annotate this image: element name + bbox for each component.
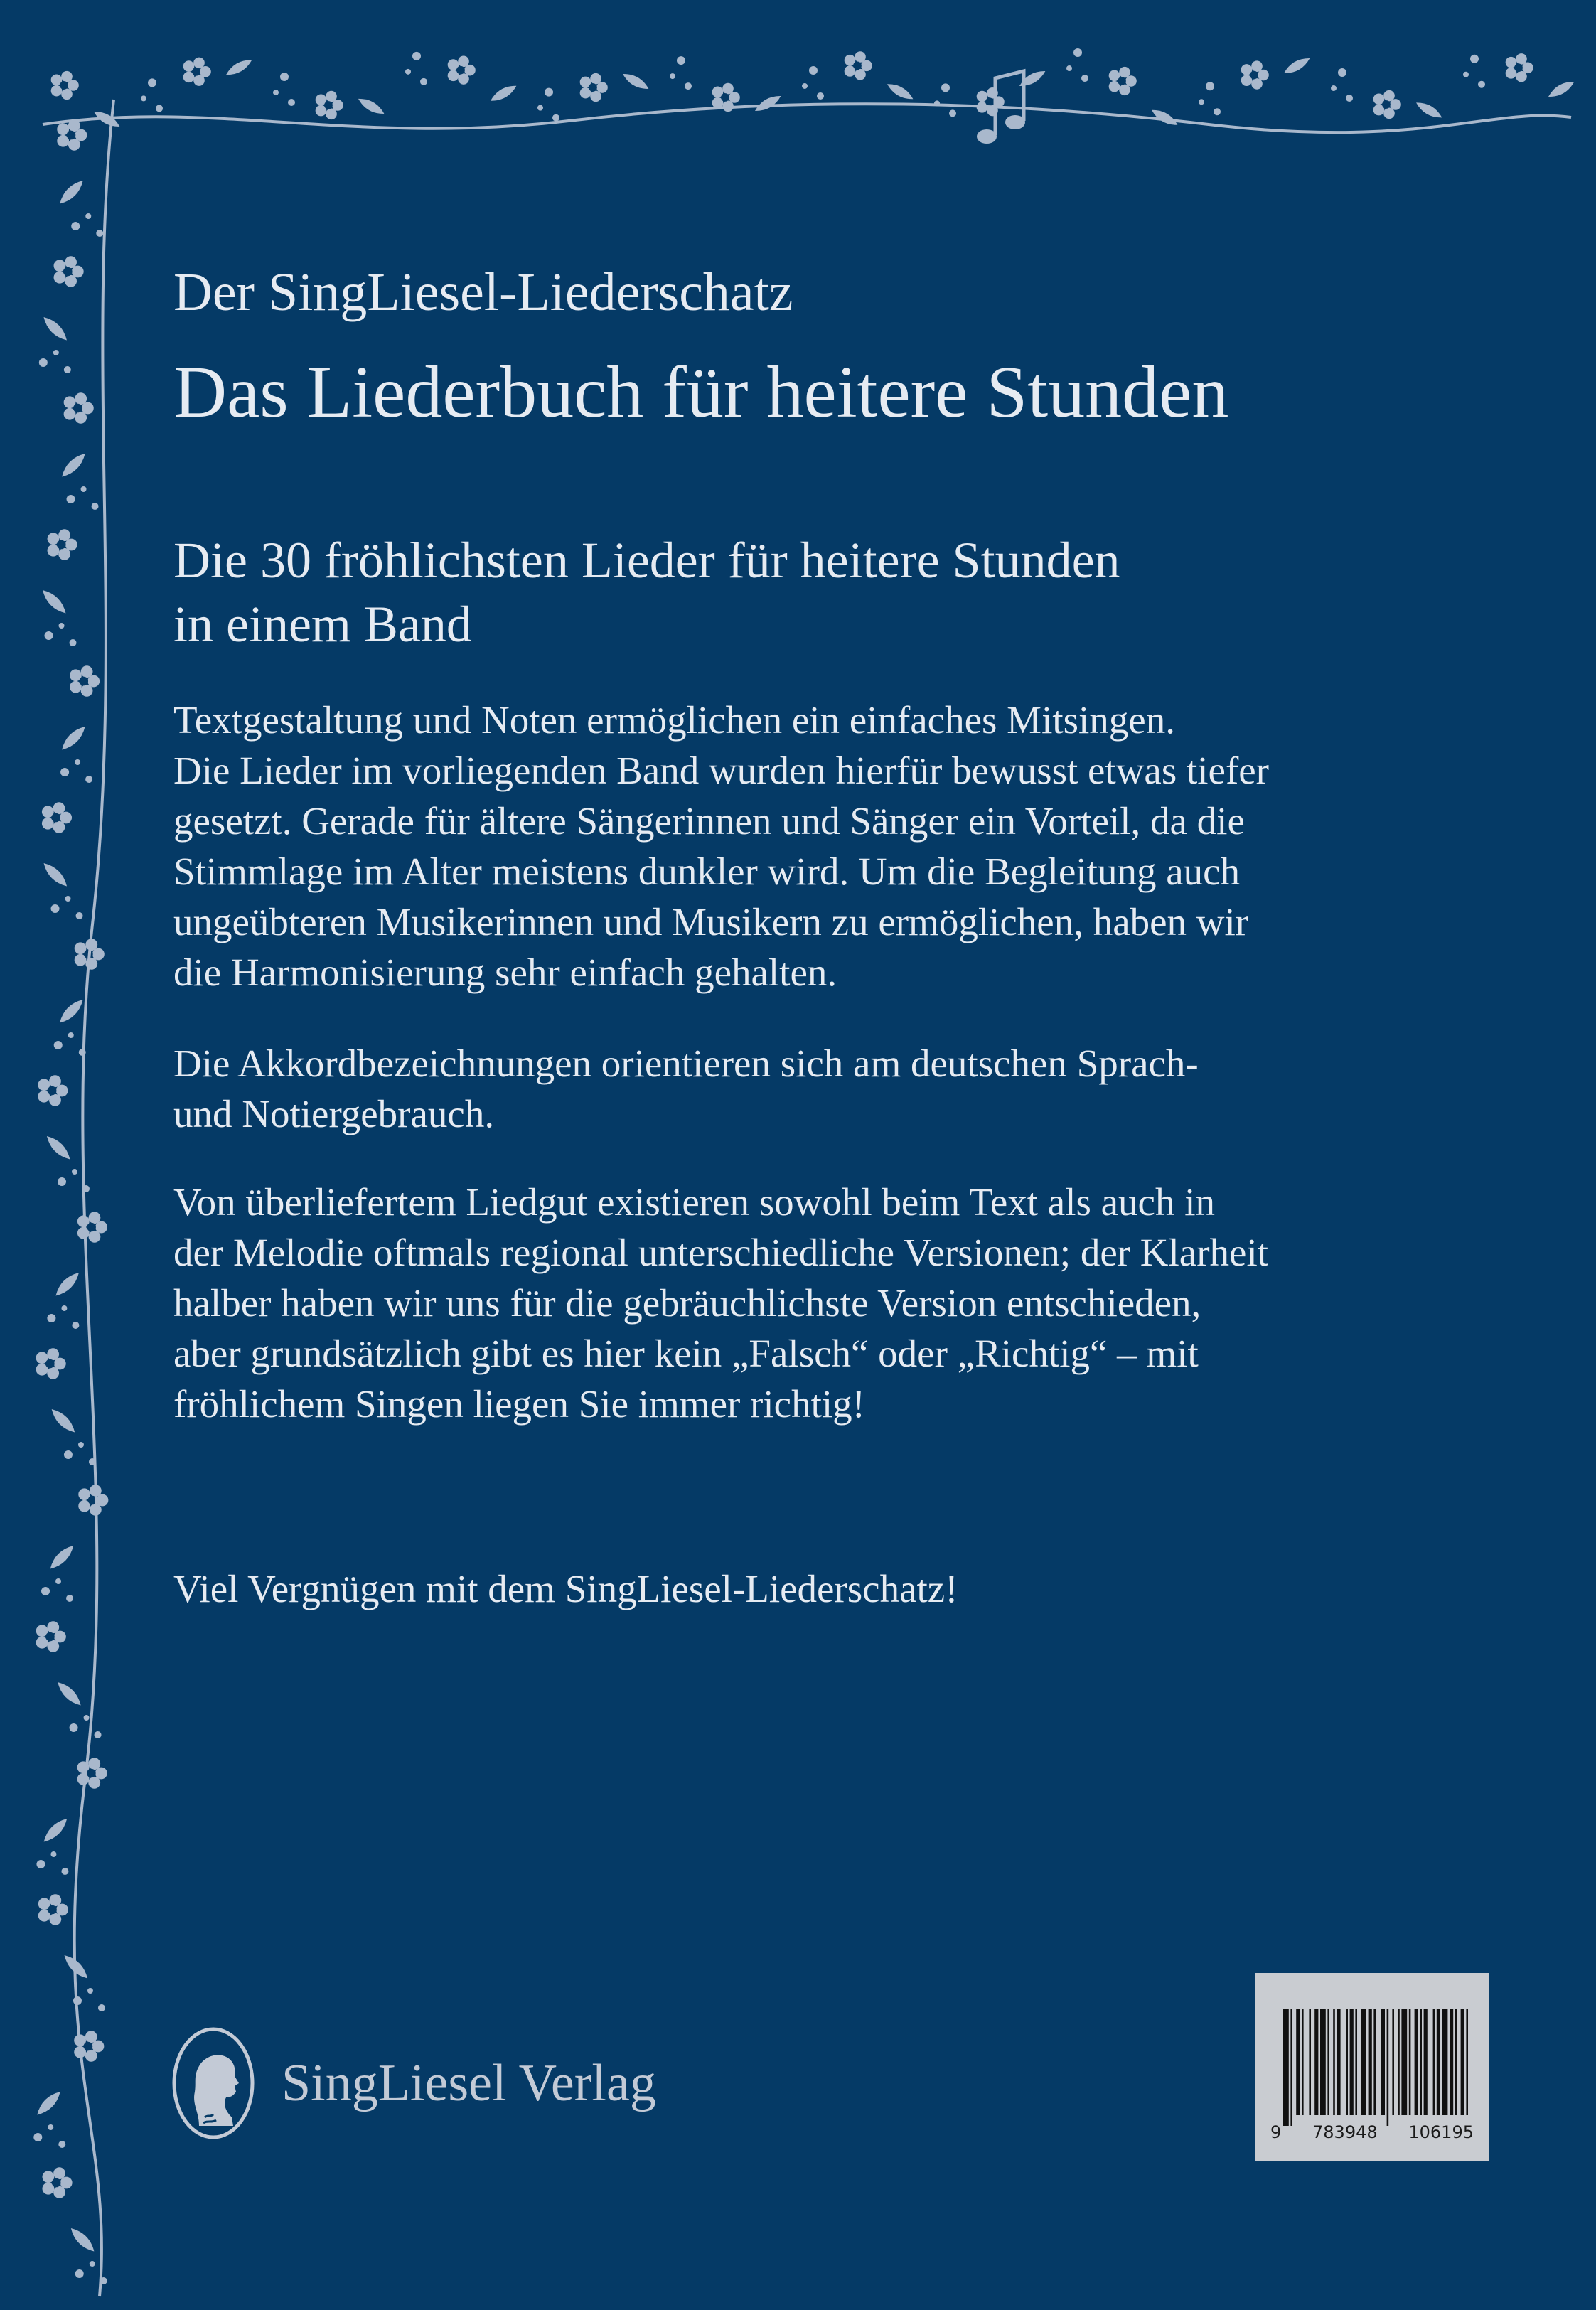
leaf-shape	[71, 2228, 95, 2252]
dot-shape	[78, 1442, 84, 1448]
dot-shape	[1346, 95, 1353, 102]
flower-petal	[458, 73, 469, 85]
flower-petal	[68, 139, 80, 151]
text-line: Von überliefertem Liedgut existieren sowohl beim Text als auch in	[173, 1180, 1215, 1224]
barcode-bar	[1320, 2009, 1326, 2115]
barcode-bar	[1346, 2009, 1348, 2115]
dot-shape	[70, 1723, 78, 1732]
barcode-digits	[1255, 2122, 1489, 2142]
dot-shape	[59, 623, 65, 629]
barcode-bar	[1337, 2009, 1340, 2115]
flower-petal	[1383, 108, 1395, 119]
flower-center	[1514, 63, 1523, 72]
barcode-digit-group: 9	[1270, 2122, 1282, 2142]
barcode-digit-group: 783948	[1312, 2122, 1378, 2142]
text-line: halber haben wir uns für die gebräuchlichste Version entschieden,	[173, 1281, 1201, 1325]
flower-center	[45, 1359, 55, 1369]
dot-shape	[141, 95, 146, 101]
flower-petal	[326, 91, 337, 102]
flower-petal	[1119, 85, 1130, 96]
dot-shape	[405, 69, 411, 75]
silhouette-cameo-icon	[171, 2026, 256, 2140]
flower-petal	[85, 2031, 97, 2043]
dot-shape	[36, 1860, 45, 1868]
barcode-bar	[1369, 2009, 1372, 2115]
barcode-bar	[1350, 2009, 1354, 2115]
text-line: Die Lieder im vorliegenden Band wurden hierfür bewusst etwas tiefer	[173, 749, 1269, 792]
dot-shape	[280, 73, 289, 81]
dot-shape	[1081, 75, 1088, 82]
flower-petal	[590, 91, 601, 102]
flower-petal	[65, 275, 77, 287]
barcode-bar	[1461, 2009, 1464, 2115]
flower-center	[1250, 71, 1258, 80]
dot-shape	[420, 78, 427, 85]
publisher-name: SingLiesel Verlag	[282, 2053, 656, 2112]
music-note-head	[977, 129, 997, 144]
flower-petal	[61, 71, 73, 82]
dot-shape	[75, 2269, 84, 2278]
dot-shape	[64, 366, 71, 373]
flower-center	[1118, 77, 1126, 85]
dot-shape	[1470, 55, 1479, 63]
dot-shape	[1331, 85, 1337, 91]
barcode-bar	[1381, 2009, 1385, 2115]
text-line: aber grundsätzlich gibt es hier kein „Falsch“ oder „Richtig“ – mit	[173, 1332, 1199, 1375]
barcode-bar	[1361, 2009, 1366, 2115]
flower-petal	[47, 1640, 59, 1652]
flower-center	[45, 1632, 55, 1642]
dot-shape	[1214, 108, 1221, 115]
dot-shape	[50, 1851, 56, 1857]
leaf-shape	[37, 2092, 60, 2115]
dot-shape	[33, 2133, 42, 2141]
flower-petal	[326, 109, 337, 120]
description-paragraph	[173, 695, 1538, 998]
series-title: Der SingLiesel-Liederschatz	[173, 262, 793, 322]
versions-paragraph	[173, 1177, 1538, 1429]
dot-shape	[1463, 72, 1469, 77]
barcode-bar	[1283, 2009, 1289, 2126]
barcode-digit-group: 106195	[1408, 2122, 1474, 2142]
flower-center	[52, 2178, 61, 2188]
dot-shape	[58, 2141, 65, 2148]
dot-shape	[1338, 68, 1346, 77]
flower-petal	[49, 1094, 61, 1106]
dot-shape	[48, 2124, 53, 2130]
barcode-bar	[1355, 2009, 1357, 2115]
dot-shape	[537, 105, 543, 111]
text-line: die Harmonisierung sehr einfach gehalten.	[173, 951, 837, 994]
book-title: Das Liederbuch für heitere Stunden	[173, 351, 1229, 433]
isbn-barcode	[1255, 1973, 1489, 2161]
flower-center	[57, 540, 66, 550]
barcode-bar	[1314, 2009, 1318, 2115]
dot-shape	[941, 83, 950, 92]
dot-shape	[677, 56, 685, 65]
leaf-shape	[755, 96, 781, 111]
dot-shape	[58, 1177, 66, 1186]
dot-shape	[1206, 82, 1214, 90]
flower-petal	[53, 2186, 65, 2198]
flower-petal	[53, 802, 65, 814]
leaf-shape	[43, 590, 66, 614]
text-line: Stimmlage im Alter meistens dunkler wird. Um die Begleitung auch	[173, 850, 1241, 893]
flower-petal	[47, 1348, 59, 1360]
flower-petal	[193, 75, 205, 86]
text-line: ungeübteren Musikerinnen und Musikern zu ermöglichen, haben wir	[173, 900, 1249, 943]
leaf-shape	[1416, 102, 1442, 117]
leaf-shape	[62, 454, 85, 477]
dot-shape	[61, 1868, 68, 1875]
dot-shape	[65, 896, 71, 902]
flower-petal	[53, 821, 65, 833]
dot-shape	[71, 222, 80, 230]
dot-shape	[41, 1587, 50, 1595]
leaf-shape	[44, 863, 68, 887]
flower-center	[324, 101, 333, 109]
dot-shape	[55, 1578, 61, 1584]
dot-shape	[72, 1322, 79, 1329]
flower-petal	[193, 58, 205, 69]
dot-shape	[66, 1595, 73, 1602]
dot-shape	[68, 1032, 74, 1038]
dot-shape	[53, 350, 59, 355]
flower-center	[1382, 100, 1391, 109]
dot-shape	[96, 230, 103, 237]
leaf-shape	[1284, 58, 1310, 73]
barcode-bar	[1302, 2009, 1304, 2115]
leaf-shape	[44, 1819, 68, 1842]
dot-shape	[95, 1731, 102, 1738]
flower-petal	[88, 1758, 100, 1770]
flower-petal	[61, 89, 73, 100]
text-line: Viel Vergnügen mit dem SingLiesel-Liederschatz!	[173, 1567, 958, 1610]
barcode-bar	[1327, 2009, 1329, 2115]
leaf-shape	[60, 181, 83, 204]
flower-center	[87, 1769, 96, 1778]
barcode-bar	[1401, 2009, 1407, 2115]
dot-shape	[949, 109, 956, 117]
dot-shape	[51, 904, 60, 913]
leaf-shape	[358, 99, 384, 114]
dot-shape	[75, 759, 80, 765]
dot-shape	[1073, 48, 1082, 57]
dot-shape	[45, 631, 53, 640]
dot-shape	[412, 52, 421, 60]
dot-shape	[802, 83, 808, 89]
dot-shape	[670, 73, 675, 79]
flower-petal	[88, 1777, 100, 1789]
flower-petal	[53, 2167, 65, 2179]
flower-petal	[855, 51, 866, 63]
subtitle	[173, 528, 1524, 656]
flower-petal	[75, 392, 87, 405]
flower-petal	[47, 1621, 59, 1633]
dot-shape	[60, 768, 69, 776]
flower-petal	[590, 73, 601, 85]
leaf-shape	[50, 1546, 74, 1569]
leaf-shape	[491, 86, 516, 101]
dot-shape	[156, 105, 163, 112]
dot-shape	[67, 495, 75, 503]
dot-shape	[1199, 99, 1204, 105]
closing-line	[173, 1563, 1538, 1614]
flower-petal	[722, 83, 734, 95]
barcode-bar	[1442, 2009, 1448, 2115]
flower-petal	[458, 56, 469, 68]
flower-petal	[89, 1231, 101, 1243]
subtitle-line: in einem Band	[173, 596, 472, 653]
publisher-block	[171, 2012, 656, 2154]
flower-center	[73, 404, 82, 413]
text-line: Die Akkordbezeichnungen orientieren sich am deutschen Sprach-	[173, 1042, 1199, 1085]
leaf-shape	[55, 1273, 79, 1296]
flower-center	[985, 97, 994, 106]
flower-petal	[85, 2050, 97, 2062]
flower-petal	[75, 412, 87, 424]
dot-shape	[809, 66, 818, 75]
flower-center	[589, 83, 597, 92]
flower-petal	[47, 1367, 59, 1379]
dot-shape	[817, 92, 824, 100]
barcode-bar	[1387, 2009, 1389, 2126]
dot-shape	[87, 1988, 93, 1994]
dot-shape	[70, 639, 77, 646]
flower-center	[60, 81, 68, 90]
dot-shape	[47, 1314, 55, 1322]
dot-shape	[545, 88, 553, 97]
flower-petal	[1383, 90, 1395, 102]
flower-petal	[855, 69, 866, 80]
barcode-bar	[1409, 2009, 1411, 2115]
text-line: fröhlichem Singen liegen Sie immer richtig!	[173, 1382, 865, 1426]
dot-shape	[90, 2261, 95, 2267]
leaf-shape	[623, 74, 648, 89]
flower-center	[84, 2042, 93, 2051]
text-line: Textgestaltung und Noten ermöglichen ein einfaches Mitsingen.	[173, 698, 1175, 742]
barcode-bar	[1309, 2009, 1311, 2115]
dot-shape	[92, 503, 99, 510]
barcode-bar	[1437, 2009, 1440, 2115]
dot-shape	[148, 78, 156, 87]
leaf-shape	[43, 317, 67, 341]
flower-center	[721, 93, 729, 102]
barcode-bar	[1290, 2009, 1292, 2126]
dot-shape	[288, 99, 295, 106]
chord-note-paragraph	[173, 1038, 1538, 1139]
leaf-shape	[52, 1409, 75, 1433]
flower-petal	[89, 1212, 101, 1224]
flower-petal	[49, 1894, 61, 1906]
flower-petal	[58, 548, 70, 560]
barcode-bar	[1424, 2009, 1428, 2115]
dot-shape	[72, 1169, 77, 1175]
flower-center	[67, 131, 76, 140]
flower-center	[87, 1223, 96, 1232]
barcode-bar	[1455, 2009, 1457, 2115]
dot-shape	[64, 1450, 73, 1459]
barcode-bar	[1433, 2009, 1435, 2115]
music-note-head	[1005, 115, 1025, 129]
barcode-bar	[1373, 2009, 1376, 2115]
leaf-shape	[58, 1682, 81, 1706]
flower-petal	[1251, 60, 1263, 72]
dot-shape	[1478, 81, 1485, 88]
dot-shape	[54, 1041, 63, 1049]
flower-petal	[58, 529, 70, 541]
flower-center	[456, 66, 465, 75]
leaf-shape	[62, 727, 85, 750]
flower-center	[63, 267, 73, 277]
dot-shape	[273, 90, 279, 95]
dot-shape	[98, 2004, 105, 2011]
flower-petal	[1119, 67, 1130, 78]
flower-center	[48, 1905, 57, 1915]
leaf-shape	[47, 1136, 70, 1160]
flower-petal	[81, 685, 93, 697]
dot-shape	[552, 114, 559, 122]
dot-shape	[85, 776, 92, 783]
barcode-bar	[1398, 2009, 1400, 2115]
dot-shape	[85, 213, 91, 219]
flower-center	[853, 62, 862, 70]
barcode-bar	[1296, 2009, 1300, 2115]
dot-shape	[1066, 65, 1072, 71]
flower-petal	[68, 119, 80, 132]
flower-petal	[65, 256, 77, 268]
dot-shape	[81, 486, 87, 492]
text-line: der Melodie oftmals regional unterschiedliche Versionen; der Klarheit	[173, 1231, 1268, 1274]
barcode-bar	[1466, 2009, 1468, 2115]
dot-shape	[76, 912, 83, 919]
flower-petal	[49, 1075, 61, 1087]
barcode-bar	[1392, 2009, 1394, 2115]
text-line: und Notiergebrauch.	[173, 1092, 495, 1135]
leaf-shape	[60, 1000, 83, 1023]
barcode-bar	[1420, 2009, 1422, 2115]
barcode-bar	[1450, 2009, 1453, 2115]
flower-center	[51, 813, 60, 823]
leaf-shape	[226, 60, 252, 75]
flower-petal	[1516, 53, 1527, 65]
flower-petal	[1516, 71, 1527, 82]
flower-petal	[49, 1913, 61, 1925]
flower-center	[192, 68, 200, 76]
subtitle-line: Die 30 fröhlichsten Lieder für heitere Stunden	[173, 532, 1120, 589]
dot-shape	[61, 1305, 67, 1311]
text-line: gesetzt. Gerade für ältere Sängerinnen und Sänger ein Vorteil, da die	[173, 799, 1245, 843]
flower-center	[48, 1086, 57, 1096]
leaf-shape	[887, 84, 913, 99]
leaf-shape	[1548, 82, 1574, 97]
flower-petal	[1251, 78, 1263, 90]
dot-shape	[84, 1715, 90, 1721]
flower-center	[79, 677, 88, 686]
vine-line	[43, 104, 1571, 132]
flower-petal	[81, 665, 93, 678]
barcode-bar	[1415, 2009, 1418, 2115]
dot-shape	[685, 82, 692, 90]
dot-shape	[39, 358, 48, 367]
barcode-bar	[1333, 2009, 1335, 2115]
